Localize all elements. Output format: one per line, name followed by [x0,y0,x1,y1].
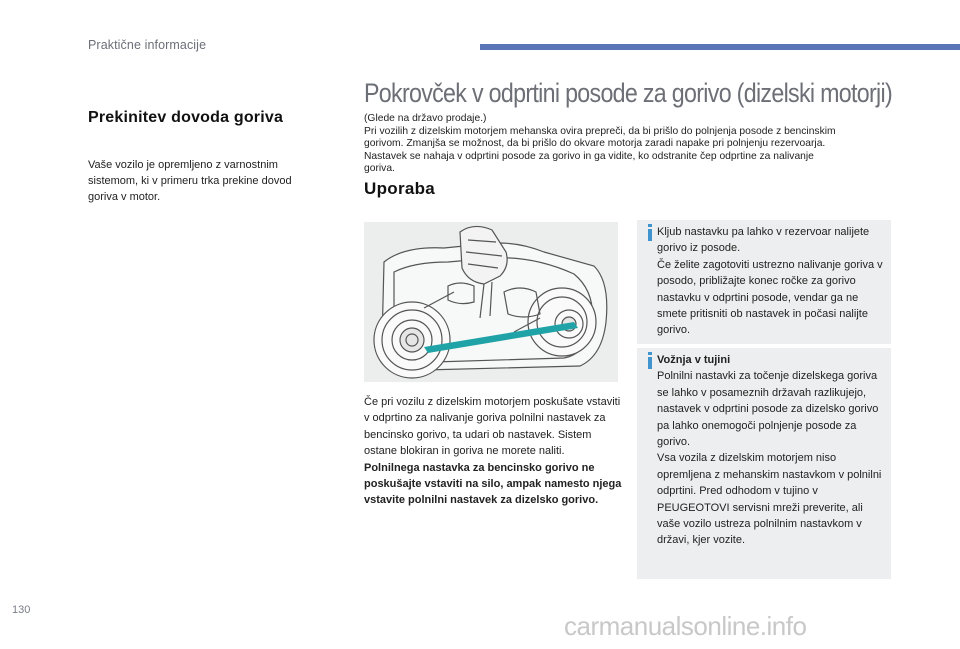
info-icon [648,352,652,369]
intro-line: gorivom. Zmanjša se možnost, da bi prišlo do okvare motorja zaradi napake pri polnjenju rezervoarja. [364,138,826,150]
travel-abroad-body: Polnilni nastavki za točenje dizelskega goriva se lahko v posameznih državah razlikujejo, nastavek v odprtini posode za dizelsko gorivo pa lahko onemogoči polnjenje posode za gorivo. Vsa vozila z dizelskim motorjem niso opremljena z mehanskim nastavkom v polnilni odprtini. Pred odhodom v tujino v PEUGEOTOVI servisni mreži preverite, ali vaše vozilo ustreza polnilnim nastavkom v državi, kjer vozite. [657,370,882,547]
info-note-text: Kljub nastavku pa lahko v rezervoar nalijete gorivo iz posode. Če želite zagotoviti ustrezno nalivanje goriva v posodo, približajte konec ročke za gorivo nastavku v odprtini posode, vendar ga ne smete pritisniti ob nastavek in počasi nalijte gorivo. [657,226,883,337]
intro-line: goriva. [364,163,395,175]
usage-paragraph: Če pri vozilu z dizelskim motorjem poskušate vstaviti v odprtino za nalivanje goriva polnilni nastavek za bencinsko gorivo, ta udari ob nastavek. Sistem ostane blokiran in goriva ne morete naliti. [364,396,621,458]
watermark: carmanualsonline.info [564,611,807,641]
travel-abroad-text [657,352,887,549]
left-section-title: Prekinitev dovoda goriva [88,109,284,126]
travel-abroad-note [637,348,891,579]
usage-text [364,394,622,509]
page-number: 130 [12,604,31,616]
intro-paragraph [364,113,894,176]
usage-heading: Uporaba [364,179,436,198]
intro-line: (Glede na državo prodaje.) [364,113,487,124]
section-label: Praktične informacije [88,38,207,52]
fuel-filler-drawing [364,222,618,382]
header-accent-bar [480,44,960,50]
page-title: Pokrovček v odprtini posode za gorivo (dizelski motorji) [364,78,893,108]
usage-warning: Polnilnega nastavka za bencinsko gorivo ne poskušajte vstaviti na silo, ampak namesto njega vstavite polnilni nastavek za dizelsko gorivo. [364,461,622,507]
intro-line: Nastavek se nahaja v odprtini posode za gorivo in ga vidite, ko odstranite čep odprtine za nalivanje [364,150,814,162]
fuel-filler-illustration [364,222,618,382]
travel-abroad-title: Vožnja v tujini [657,354,731,366]
info-icon [648,224,652,241]
intro-line: Pri vozilih z dizelskim motorjem mehanska ovira prepreči, da bi prišlo do polnjenja posode z bencinskim [364,125,836,137]
left-section-body: Vaše vozilo je opremljeno z varnostnim sistemom, ki v primeru trka prekine dovod goriva v motor. [88,159,292,203]
info-note [637,220,891,344]
